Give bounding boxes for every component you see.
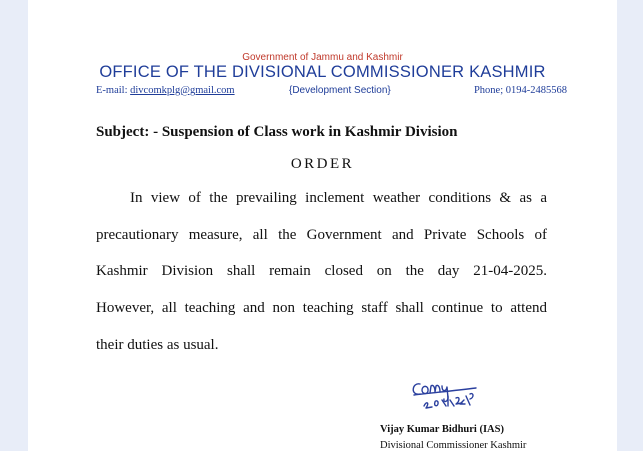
email-block [96, 85, 235, 96]
document-page [28, 0, 617, 451]
section-label: {Development Section} [289, 85, 391, 96]
body-line-1: In view of the prevailing inclement weather conditions & as a [130, 190, 547, 206]
email-link[interactable]: divcomkplg@gmail.com [130, 85, 235, 96]
office-heading: OFFICE OF THE DIVISIONAL COMMISSIONER KASHMIR [99, 63, 546, 81]
order-title: ORDER [290, 156, 355, 172]
signatory-title: Divisional Commissioner Kashmir [380, 440, 527, 451]
body-line-4: However, all teaching and non teaching staff shall continue to attend [96, 300, 547, 316]
phone-number: Phone; 0194-2485568 [473, 85, 567, 96]
body-line-2: precautionary measure, all the Government and Private Schools of [96, 227, 547, 243]
body-line-5: their duties as usual. [96, 337, 219, 353]
signatory-name: Vijay Kumar Bidhuri (IAS) [380, 424, 504, 435]
subject-line: Subject: - Suspension of Class work in Kashmir Division [96, 124, 458, 140]
body-line-3: Kashmir Division shall remain closed on the day 21-04-2025. [96, 263, 547, 279]
government-heading: Government of Jammu and Kashmir [242, 52, 403, 63]
handwritten-signature [408, 372, 484, 414]
email-label: E-mail: [96, 85, 128, 96]
